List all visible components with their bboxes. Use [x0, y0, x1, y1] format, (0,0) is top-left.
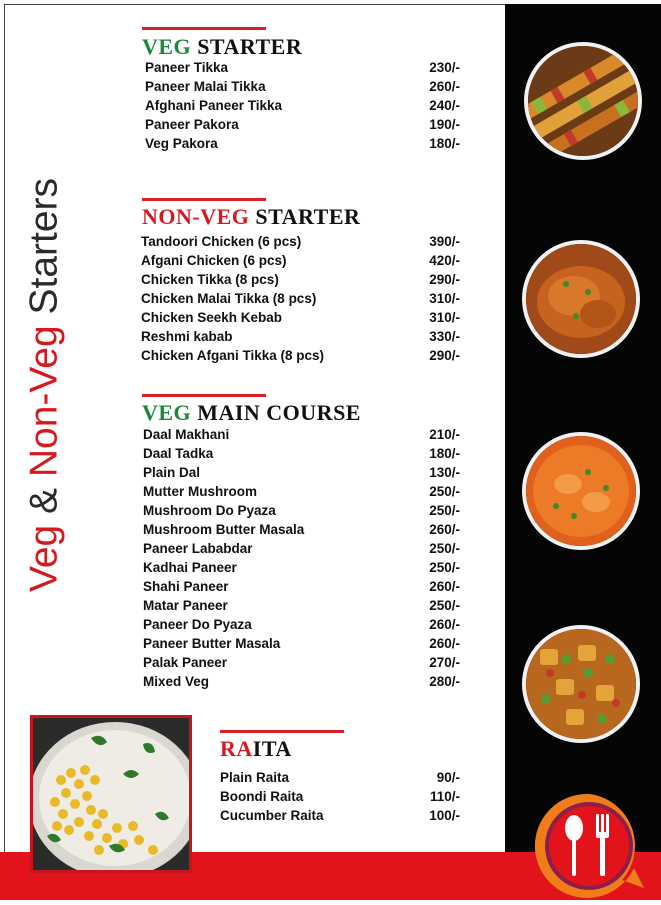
- page-title-nonveg: Non-Veg: [22, 325, 66, 478]
- menu-item-price: 130/-: [429, 465, 460, 480]
- menu-item-name: Tandoori Chicken (6 pcs): [141, 234, 302, 249]
- menu-item-name: Matar Paneer: [143, 598, 228, 613]
- menu-item-price: 290/-: [429, 348, 460, 363]
- menu-item-price: 180/-: [429, 136, 460, 151]
- menu-item-price: 310/-: [429, 310, 460, 325]
- menu-item-name: Mushroom Butter Masala: [143, 522, 305, 537]
- menu-item-price: 90/-: [436, 770, 460, 785]
- menu-item-name: Mixed Veg: [143, 674, 210, 689]
- raita-heading-colored: RA: [220, 736, 253, 761]
- menu-item-name: Chicken Afgani Tikka (8 pcs): [141, 348, 325, 363]
- menu-item-name: Afghani Paneer Tikka: [145, 98, 283, 113]
- veg-main-heading-colored: VEG: [142, 400, 192, 425]
- menu-item-price: 290/-: [429, 272, 460, 287]
- menu-item-name: Shahi Paneer: [143, 579, 229, 594]
- menu-item-name: Paneer Do Pyaza: [143, 617, 252, 632]
- menu-item-name: Paneer Pakora: [145, 117, 239, 132]
- menu-item-price: 390/-: [429, 234, 460, 249]
- menu-item-price: 240/-: [429, 98, 460, 113]
- veg-starter-heading-rest: STARTER: [191, 34, 303, 59]
- menu-item-name: Kadhai Paneer: [143, 560, 237, 575]
- curry-bowl-icon: [526, 436, 636, 546]
- raita-bar: [220, 730, 344, 733]
- menu-item-price: 250/-: [429, 598, 460, 613]
- menu-item-name: Cucumber Raita: [220, 808, 324, 823]
- menu-item-price: 280/-: [429, 674, 460, 689]
- menu-item-name: Paneer Malai Tikka: [145, 79, 266, 94]
- page-title: [22, 177, 66, 593]
- nonveg-starter-bar: [142, 198, 266, 201]
- paneer-tikka-plate: [524, 42, 642, 160]
- menu-item-name: Mutter Mushroom: [143, 484, 257, 499]
- menu-item-name: Paneer Lababdar: [143, 541, 253, 556]
- page-title-veg: Veg: [22, 524, 66, 593]
- menu-item-name: Chicken Seekh Kebab: [141, 310, 283, 325]
- curry-bowl-plate: [522, 432, 640, 550]
- menu-item-name: Paneer Butter Masala: [143, 636, 281, 651]
- tandoori-chicken-plate: [522, 240, 640, 358]
- veg-main-heading: [142, 402, 361, 424]
- veg-main-bar: [142, 394, 266, 397]
- menu-item-price: 110/-: [429, 789, 460, 804]
- menu-item-price: 250/-: [429, 503, 460, 518]
- veg-starter-heading: [142, 36, 302, 58]
- menu-item-price: 250/-: [429, 541, 460, 556]
- menu-item-price: 100/-: [429, 808, 460, 823]
- veg-starter-bar: [142, 27, 266, 30]
- menu-item-price: 260/-: [429, 79, 460, 94]
- raita-photo: [30, 715, 192, 873]
- menu-item-price: 210/-: [429, 427, 460, 442]
- mixed-veg-plate: [522, 625, 640, 743]
- menu-item-price: 180/-: [429, 446, 460, 461]
- paneer-tikka-icon: [528, 46, 638, 156]
- menu-item-price: 250/-: [429, 560, 460, 575]
- boondi-raita-photo-icon: [33, 718, 189, 870]
- menu-item-name: Chicken Tikka (8 pcs): [141, 272, 279, 287]
- menu-item-name: Afgani Chicken (6 pcs): [141, 253, 287, 268]
- menu-item-name: Chicken Malai Tikka (8 pcs): [141, 291, 317, 306]
- menu-item-name: Plain Dal: [143, 465, 201, 480]
- menu-item-price: 270/-: [429, 655, 460, 670]
- menu-item-price: 250/-: [429, 484, 460, 499]
- menu-item-price: 190/-: [429, 117, 460, 132]
- menu-item-name: Mushroom Do Pyaza: [143, 503, 276, 518]
- raita-heading-rest: ITA: [252, 736, 292, 761]
- menu-item-name: Boondi Raita: [220, 789, 304, 804]
- menu-item-name: Reshmi kabab: [141, 329, 233, 344]
- menu-item-price: 330/-: [429, 329, 460, 344]
- menu-item-price: 310/-: [429, 291, 460, 306]
- menu-item-price: 230/-: [429, 60, 460, 75]
- mixed-veg-icon: [526, 629, 636, 739]
- spoon-fork-logo-icon: [530, 788, 648, 900]
- menu-item-name: Paneer Tikka: [145, 60, 229, 75]
- menu-item-name: Plain Raita: [220, 770, 290, 785]
- nonveg-starter-heading-rest: STARTER: [249, 204, 361, 229]
- menu-item-name: Palak Paneer: [143, 655, 228, 670]
- menu-item-price: 260/-: [429, 579, 460, 594]
- raita-heading: [220, 738, 292, 760]
- menu-item-price: 260/-: [429, 636, 460, 651]
- menu-item-price: 260/-: [429, 617, 460, 632]
- nonveg-starter-heading-colored: NON-VEG: [142, 204, 250, 229]
- menu-item-price: 260/-: [429, 522, 460, 537]
- veg-starter-heading-colored: VEG: [142, 34, 192, 59]
- menu-item-name: Daal Tadka: [143, 446, 214, 461]
- menu-item-name: Veg Pakora: [145, 136, 218, 151]
- page-title-starters: Starters: [22, 177, 66, 326]
- menu-item-name: Daal Makhani: [143, 427, 230, 442]
- page-title-amp: &: [22, 477, 66, 525]
- menu-item-price: 420/-: [429, 253, 460, 268]
- spoon-fork-logo: [530, 788, 648, 900]
- tandoori-chicken-icon: [526, 244, 636, 354]
- veg-main-heading-rest: MAIN COURSE: [191, 400, 361, 425]
- nonveg-starter-heading: [142, 206, 360, 228]
